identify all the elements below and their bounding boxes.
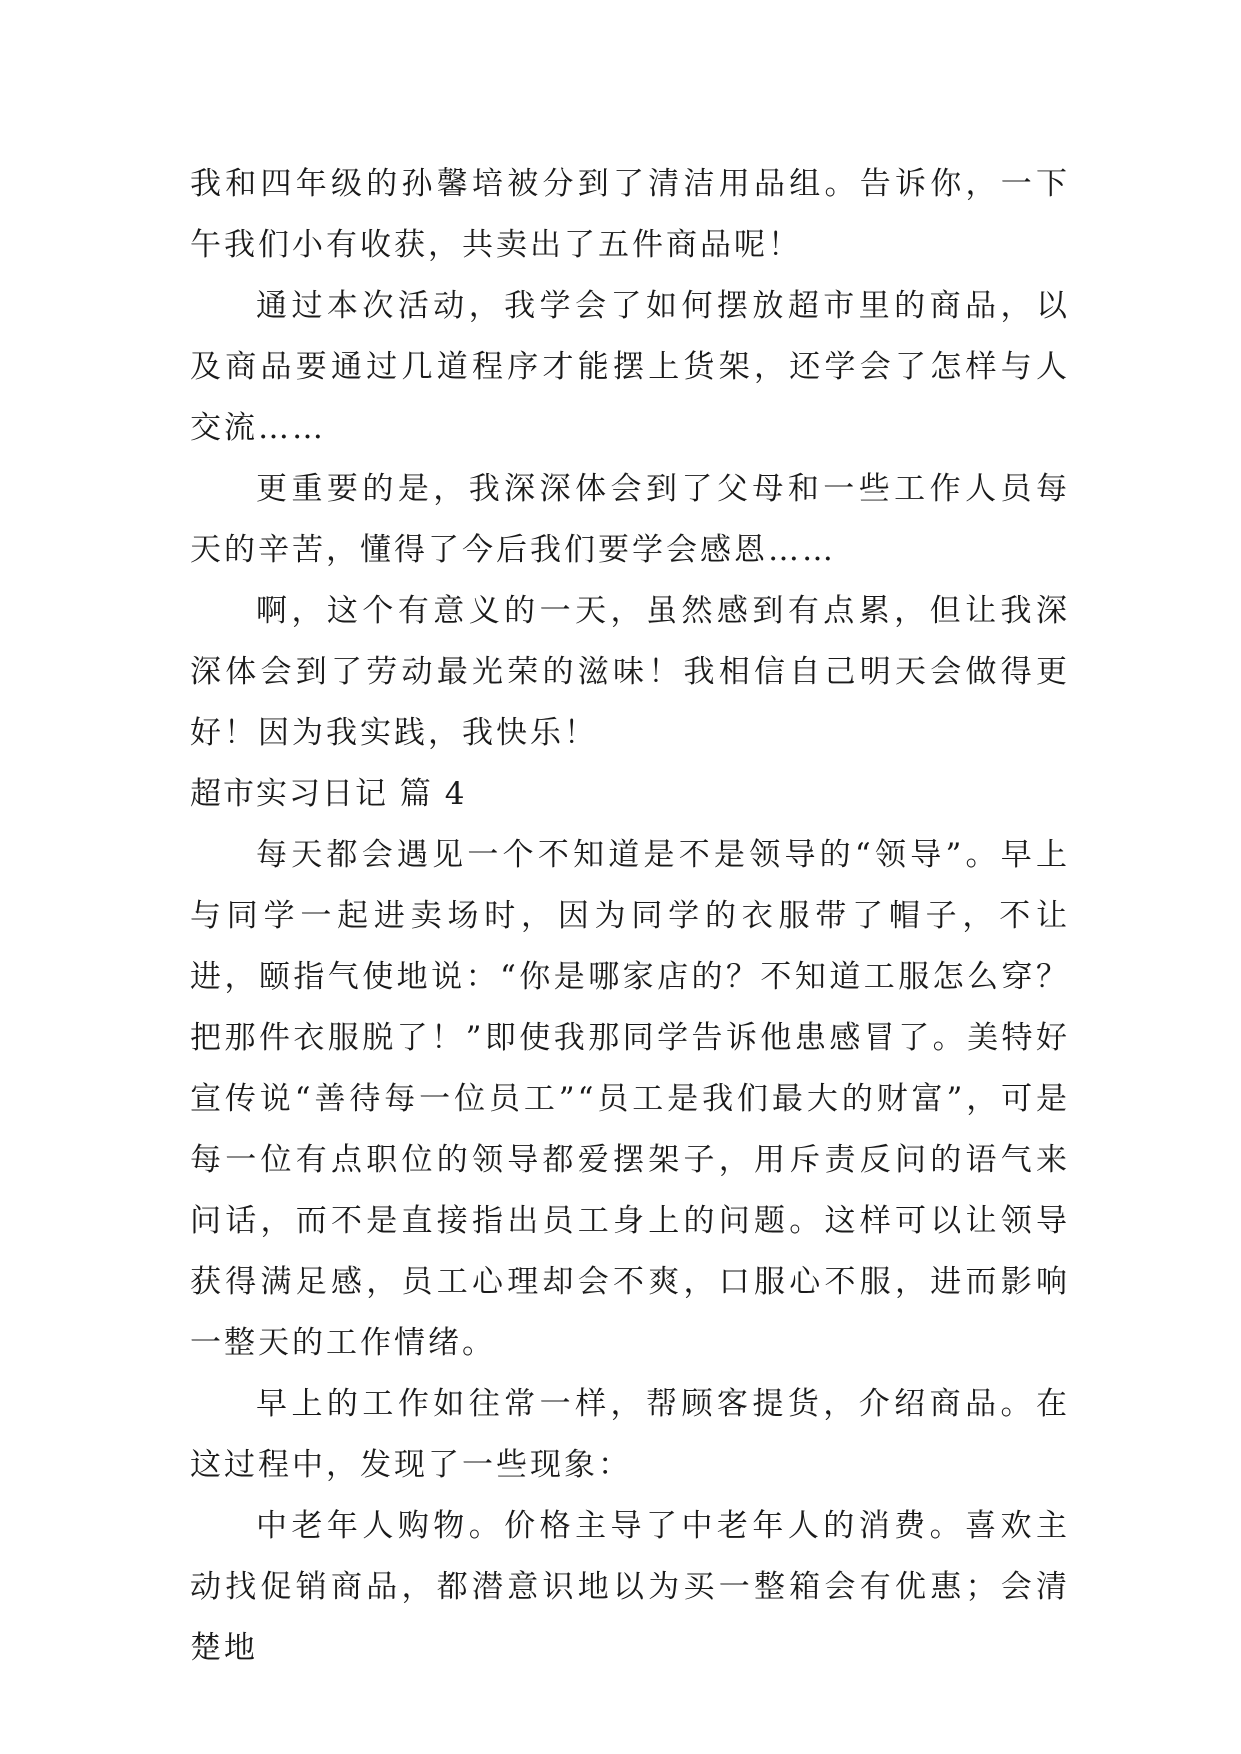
section-heading: 超市实习日记 篇 4 (190, 776, 467, 812)
document-body (190, 154, 1070, 1679)
paragraph-morning-work: 早上的工作如往常一样，帮顾客提货，介绍商品。在这过程中，发现了一些现象： (190, 1386, 1070, 1483)
paragraph-sales-result: 我和四年级的孙馨培被分到了清洁用品组。告诉你，一下午我们小有收获，共卖出了五件商品呢！ (190, 166, 1070, 263)
paragraph-conclusion: 啊，这个有意义的一天，虽然感到有点累，但让我深深体会到了劳动最光荣的滋味！我相信自己明天会做得更好！因为我实践，我快乐！ (190, 593, 1070, 751)
paragraph-learned-skills: 通过本次活动，我学会了如何摆放超市里的商品，以及商品要通过几道程序才能摆上货架，还学会了怎样与人交流…… (190, 288, 1070, 446)
paragraph-elderly-shoppers: 中老年人购物。价格主导了中老年人的消费。喜欢主动找促销商品，都潜意识地以为买一整箱会有优惠；会清楚地 (190, 1508, 1070, 1666)
paragraph-gratitude: 更重要的是，我深深体会到了父母和一些工作人员每天的辛苦，懂得了今后我们要学会感恩…… (190, 471, 1070, 568)
paragraph-leader: 每天都会遇见一个不知道是不是领导的“领导”。早上与同学一起进卖场时，因为同学的衣服带了帽子，不让进，颐指气使地说：“你是哪家店的？不知道工服怎么穿？把那件衣服脱了！”即使我那同学告诉他患感冒了。美特好宣传说“善待每一位员工”“员工是我们最大的财富”，可是每一位有点职位的领导都爱摆架子，用斥责反问的语气来问话，而不是直接指出员工身上的问题。这样可以让领导获得满足感，员工心理却会不爽，口服心不服，进而影响一整天的工作情绪。 (190, 837, 1070, 1361)
